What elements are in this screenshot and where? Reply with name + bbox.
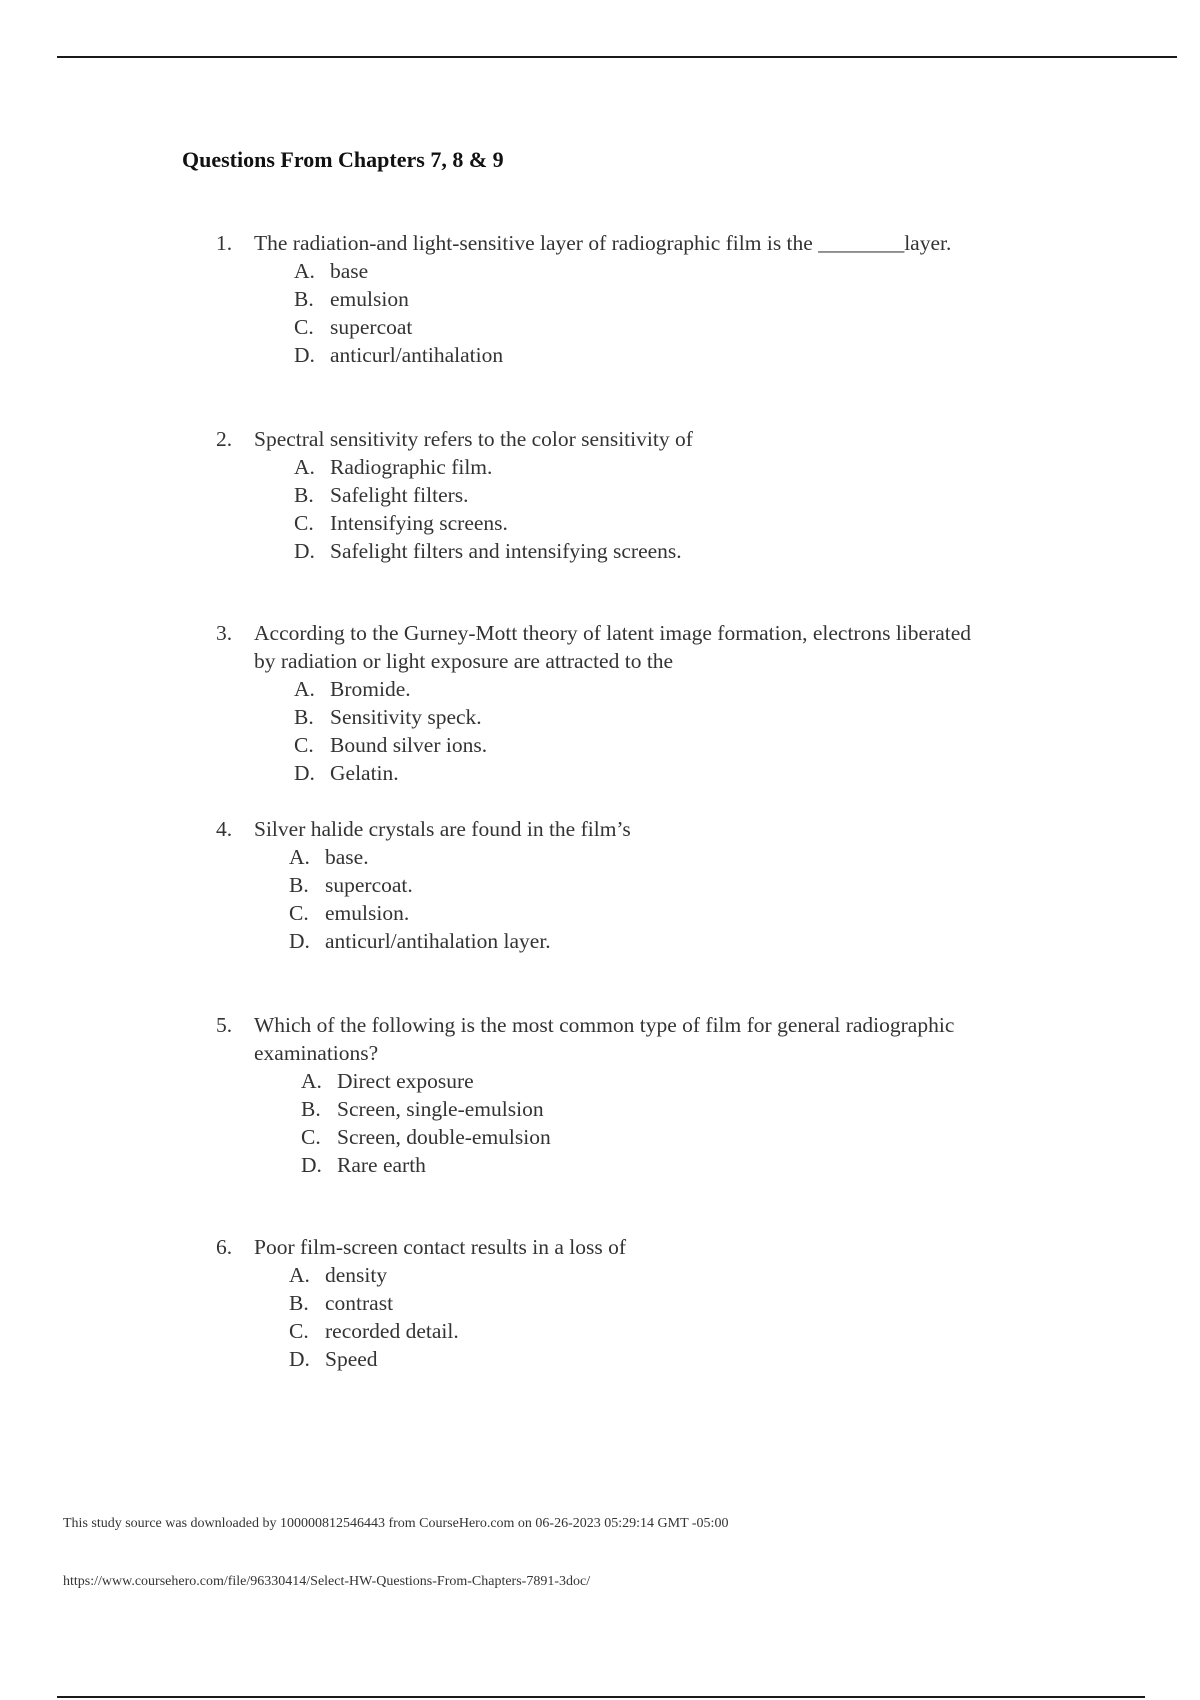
answer-option-b [289,871,1054,899]
question-number: 4. [216,817,233,841]
question-text: Spectral sensitivity refers to the color sensitivity of [254,427,693,451]
question-text: The radiation-and light-sensitive layer of radiographic film is the ________layer. [254,231,952,255]
option-letter: B. [294,705,314,729]
question-1 [216,229,1054,369]
option-text: Screen, single-emulsion [337,1097,544,1121]
option-letter: C. [289,1319,309,1343]
answer-option-a [294,453,1054,481]
answer-option-c [289,899,1054,927]
option-text: Bound silver ions. [330,733,488,757]
answer-option-a [289,843,1054,871]
question-3 [216,619,984,787]
answer-option-d [289,927,1054,955]
option-letter: B. [294,483,314,507]
answer-options [289,1261,1054,1373]
question-4 [216,815,1054,955]
question-text: Silver halide crystals are found in the film’s [254,817,631,841]
option-letter: C. [289,901,309,925]
option-text: Direct exposure [337,1069,474,1093]
option-letter: A. [289,845,310,869]
option-letter: A. [289,1263,310,1287]
question-number: 2. [216,427,233,451]
option-letter: B. [289,1291,309,1315]
option-text: contrast [325,1291,394,1315]
option-text: Sensitivity speck. [330,705,482,729]
option-letter: A. [294,259,315,283]
bottom-rule [57,1696,1145,1698]
option-text: emulsion [330,287,409,311]
answer-option-a [294,257,1054,285]
source-url-link[interactable]: https://www.coursehero.com/file/96330414/Select-HW-Questions-From-Chapters-7891-3doc/ [63,1574,591,1589]
option-text: base [330,259,369,283]
option-letter: B. [301,1097,321,1121]
option-text: Radiographic film. [330,455,493,479]
option-letter: D. [289,1347,310,1371]
option-letter: D. [301,1153,322,1177]
answer-option-b [294,481,1054,509]
top-rule [57,56,1177,58]
question-number: 5. [216,1013,233,1037]
option-text: emulsion. [325,901,410,925]
question-5 [216,1011,1054,1179]
question-6 [216,1233,1054,1373]
option-letter: D. [294,343,315,367]
answer-option-d [294,759,984,787]
option-text: density [325,1263,388,1287]
option-text: Safelight filters. [330,483,469,507]
download-notice: This study source was downloaded by 100000812546443 from CourseHero.com on 06-26-2023 05:29:14 GMT -05:00 [63,1516,729,1531]
answer-option-d [301,1151,1054,1179]
option-text: Intensifying screens. [330,511,508,535]
answer-option-b [301,1095,1054,1123]
option-text: recorded detail. [325,1319,459,1343]
answer-options [301,1067,1054,1179]
option-letter: D. [294,539,315,563]
question-text: Poor film-screen contact results in a loss of [254,1235,626,1259]
question-number: 1. [216,231,233,255]
option-letter: C. [294,511,314,535]
option-letter: C. [301,1125,321,1149]
question-text: According to the Gurney-Mott theory of latent image formation, electrons liberated by radiation or light exposure are attracted to the [254,621,972,673]
option-text: Bromide. [330,677,411,701]
answer-option-a [294,675,984,703]
answer-options [289,843,1054,955]
answer-option-b [289,1289,1054,1317]
answer-option-d [294,537,1054,565]
answer-option-c [301,1123,1054,1151]
option-text: supercoat. [325,873,413,897]
answer-options [294,453,1054,565]
answer-options [294,257,1054,369]
option-text: anticurl/antihalation [330,343,504,367]
answer-option-d [294,341,1054,369]
question-number: 6. [216,1235,233,1259]
answer-option-c [294,509,1054,537]
option-letter: B. [289,873,309,897]
question-number: 3. [216,621,233,645]
option-letter: A. [294,677,315,701]
option-letter: C. [294,733,314,757]
option-text: Gelatin. [330,761,399,785]
option-text: supercoat [330,315,413,339]
option-letter: B. [294,287,314,311]
answer-option-a [301,1067,1054,1095]
option-letter: A. [301,1069,322,1093]
answer-option-a [289,1261,1054,1289]
question-2 [216,425,1054,565]
option-letter: C. [294,315,314,339]
option-text: Speed [325,1347,378,1371]
page-title: Questions From Chapters 7, 8 & 9 [182,147,504,172]
option-text: Rare earth [337,1153,426,1177]
option-letter: A. [294,455,315,479]
option-letter: D. [289,929,310,953]
option-text: Screen, double-emulsion [337,1125,551,1149]
option-text: Safelight filters and intensifying screens. [330,539,682,563]
option-text: anticurl/antihalation layer. [325,929,551,953]
option-text: base. [325,845,369,869]
answer-option-b [294,285,1054,313]
answer-option-c [294,313,1054,341]
answer-option-c [289,1317,1054,1345]
option-letter: D. [294,761,315,785]
answer-option-c [294,731,984,759]
answer-options [294,675,984,787]
question-text: Which of the following is the most common type of film for general radiographic examinations? [254,1013,955,1065]
answer-option-d [289,1345,1054,1373]
answer-option-b [294,703,984,731]
